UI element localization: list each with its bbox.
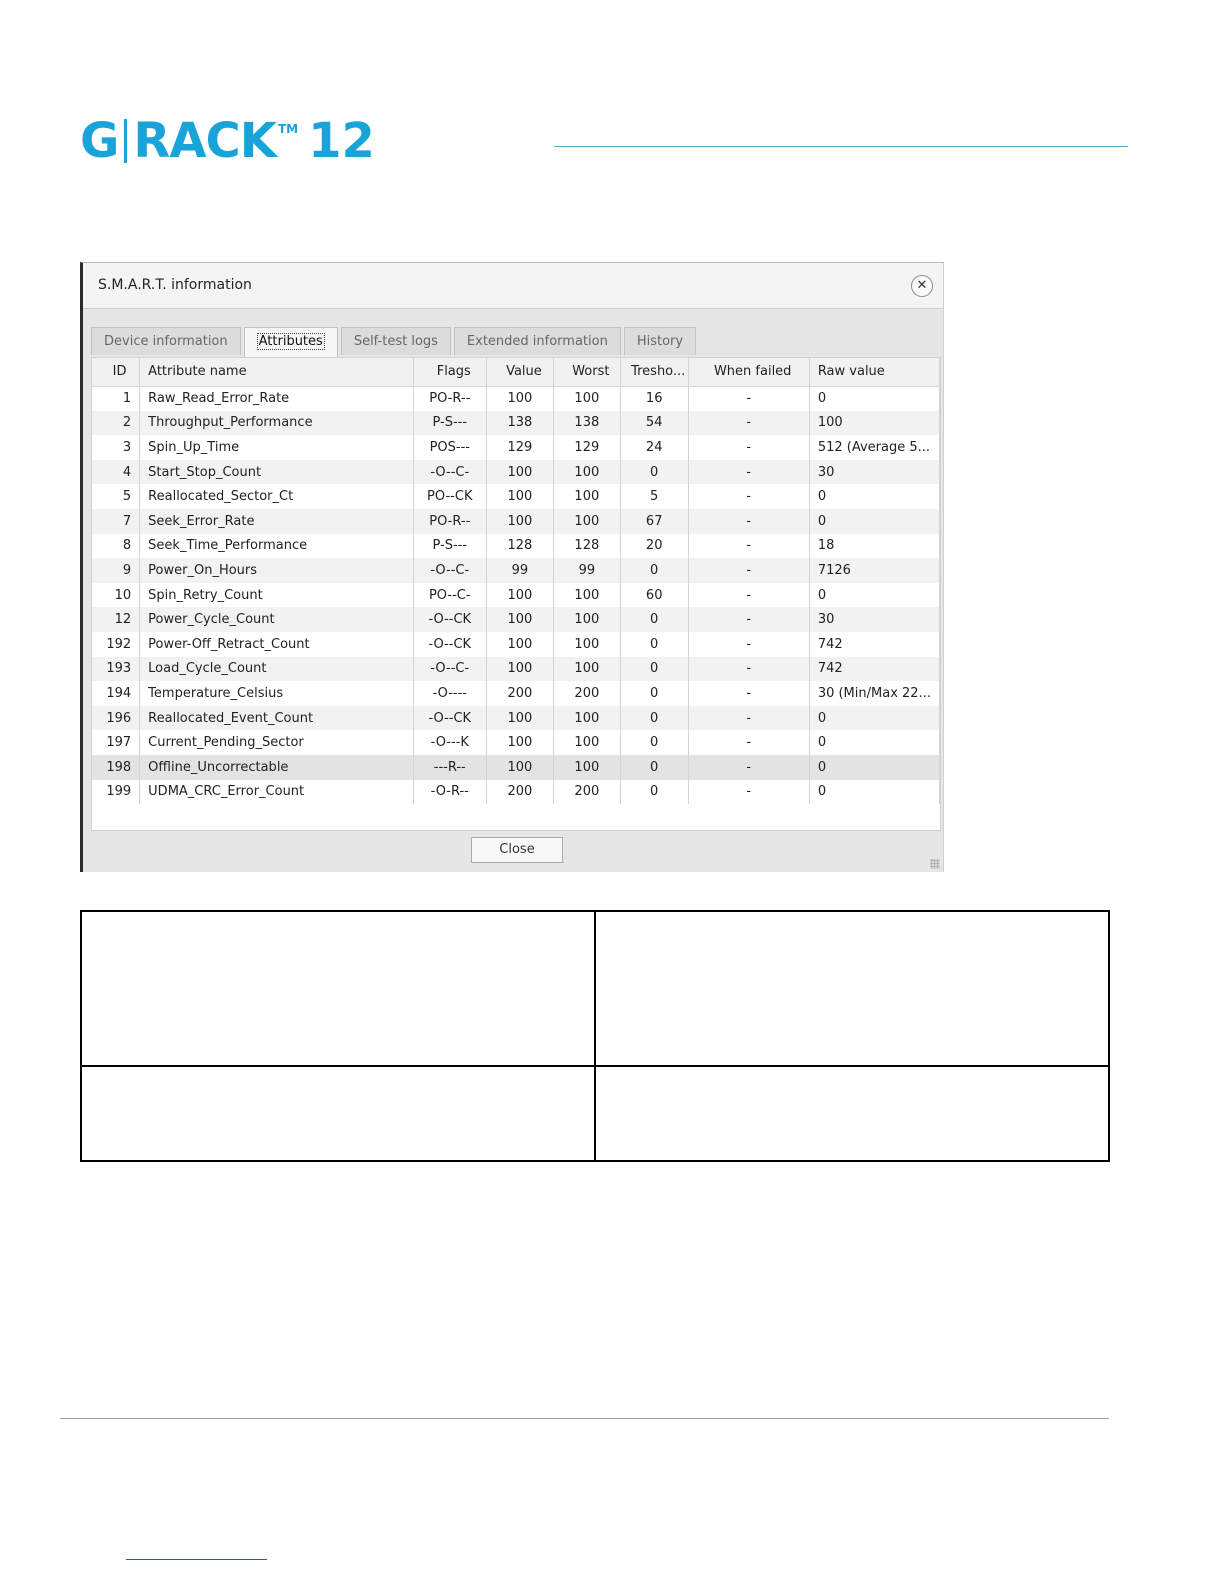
table-cell <box>81 1066 595 1161</box>
table-cell: 100 <box>486 706 553 731</box>
table-cell: 100 <box>553 509 620 534</box>
table-cell: 100 <box>553 484 620 509</box>
table-cell: - <box>688 411 809 436</box>
table-row[interactable] <box>92 509 940 534</box>
table-cell: 0 <box>620 706 688 731</box>
table-cell: - <box>688 435 809 460</box>
table-row[interactable] <box>92 755 940 780</box>
table-cell: 100 <box>553 632 620 657</box>
table-cell: 194 <box>92 681 140 706</box>
table-cell: ---R-- <box>413 755 486 780</box>
logo-separator <box>124 119 127 163</box>
table-cell: - <box>688 484 809 509</box>
table-cell: -O---K <box>413 730 486 755</box>
table-cell: -O--C- <box>413 460 486 485</box>
table-cell: - <box>688 583 809 608</box>
table-cell: Offline_Uncorrectable <box>140 755 413 780</box>
column-header[interactable]: ID <box>92 358 140 386</box>
table-cell: 100 <box>486 657 553 682</box>
table-cell: Seek_Error_Rate <box>140 509 413 534</box>
header-rule <box>554 146 1128 147</box>
table-row[interactable] <box>92 411 940 436</box>
table-cell: 18 <box>809 534 939 559</box>
table-cell: Load_Cycle_Count <box>140 657 413 682</box>
table-cell: 512 (Average 5... <box>809 435 939 460</box>
table-cell: - <box>688 681 809 706</box>
table-cell: - <box>688 534 809 559</box>
table-row[interactable] <box>92 730 940 755</box>
table-row <box>81 911 1109 1066</box>
table-cell: Power_On_Hours <box>140 558 413 583</box>
table-cell: 0 <box>809 730 939 755</box>
table-cell: 100 <box>553 386 620 411</box>
table-cell: P-S--- <box>413 411 486 436</box>
table-cell: 0 <box>809 583 939 608</box>
table-cell: 16 <box>620 386 688 411</box>
table-cell: 12 <box>92 607 140 632</box>
tab-self-test-logs[interactable] <box>341 327 451 355</box>
table-cell: 742 <box>809 632 939 657</box>
table-cell: PO--C- <box>413 583 486 608</box>
table-cell: 128 <box>553 534 620 559</box>
tab-label: Device information <box>104 334 228 349</box>
table-cell: 100 <box>486 755 553 780</box>
table-cell: Throughput_Performance <box>140 411 413 436</box>
table-row[interactable] <box>92 607 940 632</box>
table-cell: -O---- <box>413 681 486 706</box>
table-cell: 129 <box>486 435 553 460</box>
table-cell: 5 <box>92 484 140 509</box>
column-header[interactable]: Tresho... <box>620 358 688 386</box>
table-cell: 0 <box>809 386 939 411</box>
table-cell: 197 <box>92 730 140 755</box>
tab-attributes[interactable] <box>244 327 338 357</box>
table-cell: 100 <box>553 706 620 731</box>
tab-label: Attributes <box>258 334 323 349</box>
table-row <box>81 1066 1109 1161</box>
table-cell: -O--CK <box>413 607 486 632</box>
table-cell: PO--CK <box>413 484 486 509</box>
table-cell: 200 <box>553 780 620 805</box>
table-cell: 100 <box>486 607 553 632</box>
table-cell: 4 <box>92 460 140 485</box>
table-cell: 100 <box>553 657 620 682</box>
table-cell: 200 <box>553 681 620 706</box>
tab-label: Self-test logs <box>353 334 438 349</box>
table-cell: 0 <box>620 755 688 780</box>
table-cell: 0 <box>809 755 939 780</box>
table-cell <box>595 1066 1109 1161</box>
table-cell: 0 <box>809 706 939 731</box>
table-cell: 100 <box>486 386 553 411</box>
table-cell: 0 <box>620 657 688 682</box>
table-cell: 100 <box>553 607 620 632</box>
table-row[interactable] <box>92 386 940 411</box>
table-cell: 7126 <box>809 558 939 583</box>
table-cell: - <box>688 706 809 731</box>
table-cell: 9 <box>92 558 140 583</box>
table-cell: 0 <box>620 607 688 632</box>
column-header[interactable]: Value <box>486 358 553 386</box>
table-row[interactable] <box>92 534 940 559</box>
table-cell <box>81 911 595 1066</box>
table-cell: 0 <box>620 558 688 583</box>
table-cell: 192 <box>92 632 140 657</box>
table-cell: 100 <box>553 730 620 755</box>
table-row[interactable] <box>92 706 940 731</box>
table-cell: 0 <box>620 730 688 755</box>
table-cell: 5 <box>620 484 688 509</box>
document-table <box>80 910 1110 1162</box>
column-header[interactable]: When failed <box>688 358 809 386</box>
column-header[interactable]: Raw value <box>809 358 939 386</box>
table-cell: 2 <box>92 411 140 436</box>
table-cell: 138 <box>486 411 553 436</box>
table-cell: Temperature_Celsius <box>140 681 413 706</box>
table-row[interactable] <box>92 681 940 706</box>
logo-g: G <box>80 113 119 169</box>
table-cell: 0 <box>620 460 688 485</box>
table-cell: 200 <box>486 681 553 706</box>
table-cell: 100 <box>553 460 620 485</box>
table-cell: 54 <box>620 411 688 436</box>
table-cell: 129 <box>553 435 620 460</box>
table-cell: Reallocated_Sector_Ct <box>140 484 413 509</box>
table-cell: P-S--- <box>413 534 486 559</box>
table-cell: 67 <box>620 509 688 534</box>
table-cell: 100 <box>809 411 939 436</box>
tab-history[interactable] <box>624 327 696 355</box>
table-cell: 8 <box>92 534 140 559</box>
table-cell: 0 <box>809 509 939 534</box>
table-cell: -O--CK <box>413 706 486 731</box>
table-cell: - <box>688 780 809 805</box>
table-cell: 99 <box>486 558 553 583</box>
table-cell: PO-R-- <box>413 509 486 534</box>
table-cell: 0 <box>809 484 939 509</box>
table-cell: 10 <box>92 583 140 608</box>
table-cell: 30 (Min/Max 22... <box>809 681 939 706</box>
table-cell: 200 <box>486 780 553 805</box>
table-cell: 199 <box>92 780 140 805</box>
table-cell: Reallocated_Event_Count <box>140 706 413 731</box>
table-cell: 100 <box>486 632 553 657</box>
table-cell: - <box>688 657 809 682</box>
table-cell: - <box>688 607 809 632</box>
tab-extended-information[interactable] <box>454 327 621 355</box>
table-cell: -O--CK <box>413 632 486 657</box>
table-cell: Power_Cycle_Count <box>140 607 413 632</box>
table-cell: POS--- <box>413 435 486 460</box>
table-cell: 0 <box>620 632 688 657</box>
table-cell: - <box>688 730 809 755</box>
table-cell: 60 <box>620 583 688 608</box>
table-cell: 100 <box>486 730 553 755</box>
table-row[interactable] <box>92 657 940 682</box>
logo <box>80 115 375 167</box>
table-cell: 198 <box>92 755 140 780</box>
table-cell: Spin_Retry_Count <box>140 583 413 608</box>
footer-link-underline[interactable] <box>126 1559 267 1560</box>
column-header[interactable]: Worst <box>553 358 620 386</box>
table-cell: - <box>688 386 809 411</box>
table-cell: 0 <box>809 780 939 805</box>
table-cell: - <box>688 509 809 534</box>
table-row[interactable] <box>92 484 940 509</box>
table-row[interactable] <box>92 780 940 805</box>
dialog-title-bar <box>83 263 943 309</box>
table-cell: 20 <box>620 534 688 559</box>
column-header[interactable]: Attribute name <box>140 358 413 386</box>
table-cell: -O--C- <box>413 657 486 682</box>
table-cell: 138 <box>553 411 620 436</box>
table-cell: 100 <box>553 755 620 780</box>
table-row[interactable] <box>92 460 940 485</box>
table-cell: 100 <box>553 583 620 608</box>
table-cell: Raw_Read_Error_Rate <box>140 386 413 411</box>
table-cell: 100 <box>486 460 553 485</box>
table-cell: -O-R-- <box>413 780 486 805</box>
logo-rack: RACK <box>133 113 276 169</box>
dialog-title: S.M.A.R.T. information <box>98 277 252 293</box>
column-header[interactable]: Flags <box>413 358 486 386</box>
table-cell: 30 <box>809 460 939 485</box>
table-cell: 742 <box>809 657 939 682</box>
table-row[interactable] <box>92 558 940 583</box>
table-cell: 0 <box>620 681 688 706</box>
table-cell: Current_Pending_Sector <box>140 730 413 755</box>
tab-device-information[interactable] <box>91 327 241 355</box>
attributes-grid <box>91 357 941 831</box>
footer-rule <box>60 1418 1109 1419</box>
table-cell: Seek_Time_Performance <box>140 534 413 559</box>
table-row[interactable] <box>92 632 940 657</box>
resize-grip-icon[interactable] <box>930 859 940 869</box>
tab-label: History <box>636 334 684 349</box>
tab-bar <box>91 327 699 357</box>
smart-info-dialog <box>80 262 944 872</box>
table-cell: 30 <box>809 607 939 632</box>
close-icon[interactable]: ✕ <box>911 275 933 297</box>
table-cell: 0 <box>620 780 688 805</box>
table-row[interactable] <box>92 583 940 608</box>
table-cell: 193 <box>92 657 140 682</box>
close-button[interactable]: Close <box>471 837 563 863</box>
table-cell: - <box>688 558 809 583</box>
table-cell: 128 <box>486 534 553 559</box>
table-cell: Power-Off_Retract_Count <box>140 632 413 657</box>
table-cell: 24 <box>620 435 688 460</box>
table-cell: Start_Stop_Count <box>140 460 413 485</box>
table-cell: PO-R-- <box>413 386 486 411</box>
table-cell: 196 <box>92 706 140 731</box>
table-cell: Spin_Up_Time <box>140 435 413 460</box>
logo-trademark: TM <box>277 122 299 136</box>
tab-label: Extended information <box>466 334 608 349</box>
table-cell <box>595 911 1109 1066</box>
grid-header-row <box>92 358 940 386</box>
logo-number: 12 <box>308 113 375 169</box>
table-cell: 1 <box>92 386 140 411</box>
table-cell: 100 <box>486 583 553 608</box>
table-cell: - <box>688 632 809 657</box>
table-cell: UDMA_CRC_Error_Count <box>140 780 413 805</box>
table-cell: - <box>688 755 809 780</box>
table-row[interactable] <box>92 435 940 460</box>
table-cell: 100 <box>486 509 553 534</box>
table-cell: - <box>688 460 809 485</box>
table-cell: 7 <box>92 509 140 534</box>
table-cell: 99 <box>553 558 620 583</box>
table-cell: 100 <box>486 484 553 509</box>
table-cell: 3 <box>92 435 140 460</box>
table-cell: -O--C- <box>413 558 486 583</box>
